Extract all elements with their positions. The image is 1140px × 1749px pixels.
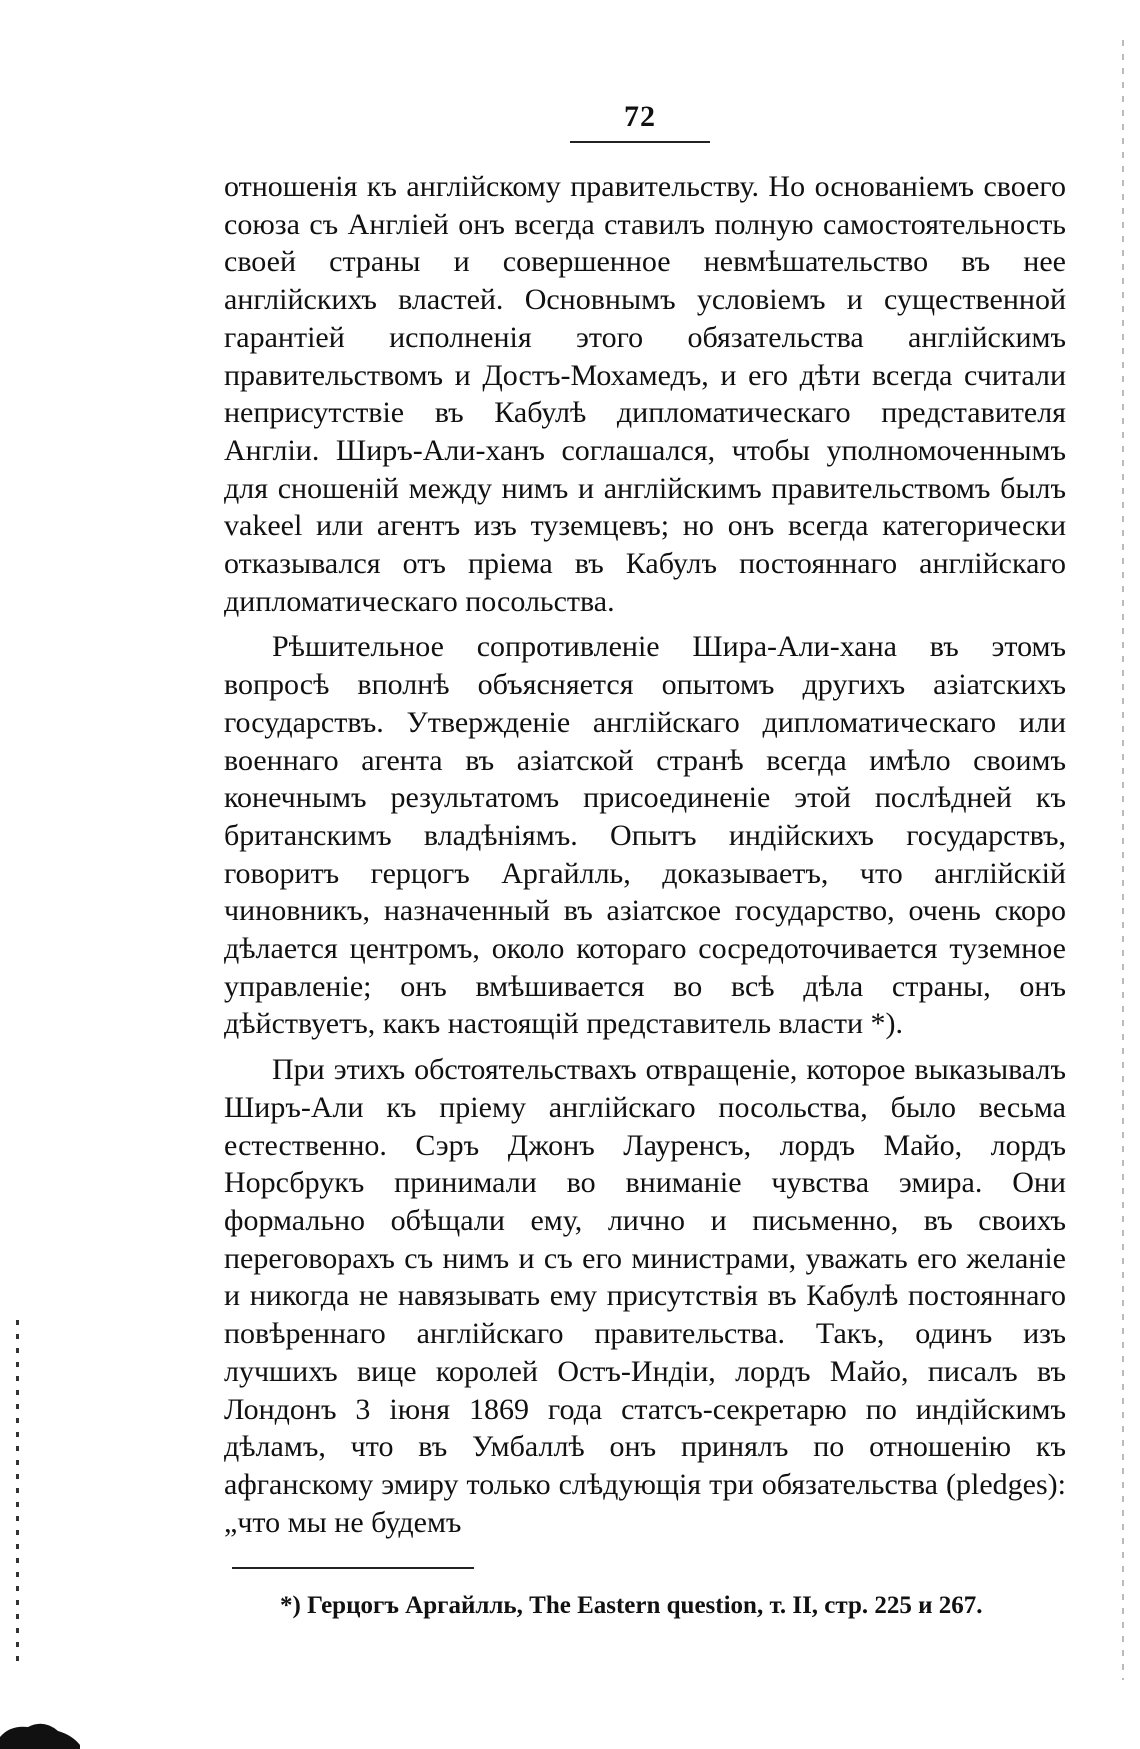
paragraph-1: отношенія къ англійскому правительству. Но основаніемъ своего союза съ Англіей онъ всегда ставилъ полную самостоятельность своей страны и совершенное невмѣшательство въ нее англійскихъ властей. Основнымъ условіемъ и существенной гарантіей исполненія этого обязательства англійскимъ правительствомъ и Достъ-Мохамедъ, и его дѣти всегда считали неприсутствіе въ Кабулѣ дипломатическаго представителя Англіи. Ширъ-Али-ханъ соглашался, чтобы уполномоченнымъ для сношеній между нимъ и англійскимъ правительствомъ былъ vakeel или агентъ изъ туземцевъ; но онъ всегда категорически отказывался отъ пріема въ Кабулъ постояннаго англійскаго дипломатическаго посольства. bbox=[224, 170, 1066, 618]
ink-blot bbox=[0, 1715, 80, 1749]
paragraph-2: Рѣшительное сопротивленіе Шира-Али-хана въ этомъ вопросѣ вполнѣ объясняется опытомъ другихъ азіатскихъ государствъ. Утвержденіе англійскаго дипломатическаго или военнаго агента въ азіатской странѣ всегда имѣло своимъ конечнымъ результатомъ присоединеніе этой послѣдней къ британскимъ владѣніямъ. Опытъ индійскихъ государствъ, говоритъ герцогъ Аргайлль, доказываетъ, что англійскій чиновникъ, назначенный въ азіатское государство, очень скоро дѣлается центромъ, около котораго сосредоточивается туземное управленіе; онъ вмѣшивается во всѣ дѣла страны, онъ дѣйствуетъ, какъ настоящій представитель власти *). bbox=[224, 630, 1066, 1041]
binding-edge bbox=[1122, 40, 1124, 1680]
footnote: *) Герцогъ Аргайлль, The Eastern question, т. II, стр. 225 и 267. bbox=[280, 1592, 983, 1619]
page-number-rule bbox=[570, 141, 710, 143]
left-margin-marks bbox=[16, 1320, 19, 1670]
page-number: 72 bbox=[624, 100, 656, 133]
paragraph-3: При этихъ обстоятельствахъ отвращеніе, которое выказывалъ Ширъ-Али къ пріему англійскаго посольства, было весьма естественно. Сэръ Джонъ Лауренсъ, лордъ Майо, лордъ Норсбрукъ принимали во вниманіе чувства эмира. Они формально обѣщали ему, лично и письменно, въ своихъ переговорахъ съ нимъ и съ его министрами, уважать его желаніе и никогда не навязывать ему присутствія въ Кабулѣ постояннаго повѣреннаго англійскаго правительства. Такъ, одинъ изъ лучшихъ вице королей Остъ-Индіи, лордъ Майо, писалъ въ Лондонъ 3 іюня 1869 года статсъ-секретарю по индійскимъ дѣламъ, что въ Умбаллѣ онъ принялъ по отношенію къ афганскому эмиру только слѣдующія три обязательства (pledges): „что мы не будемъ bbox=[224, 1053, 1066, 1539]
body-text bbox=[224, 168, 1066, 1541]
footnote-rule bbox=[232, 1567, 474, 1569]
